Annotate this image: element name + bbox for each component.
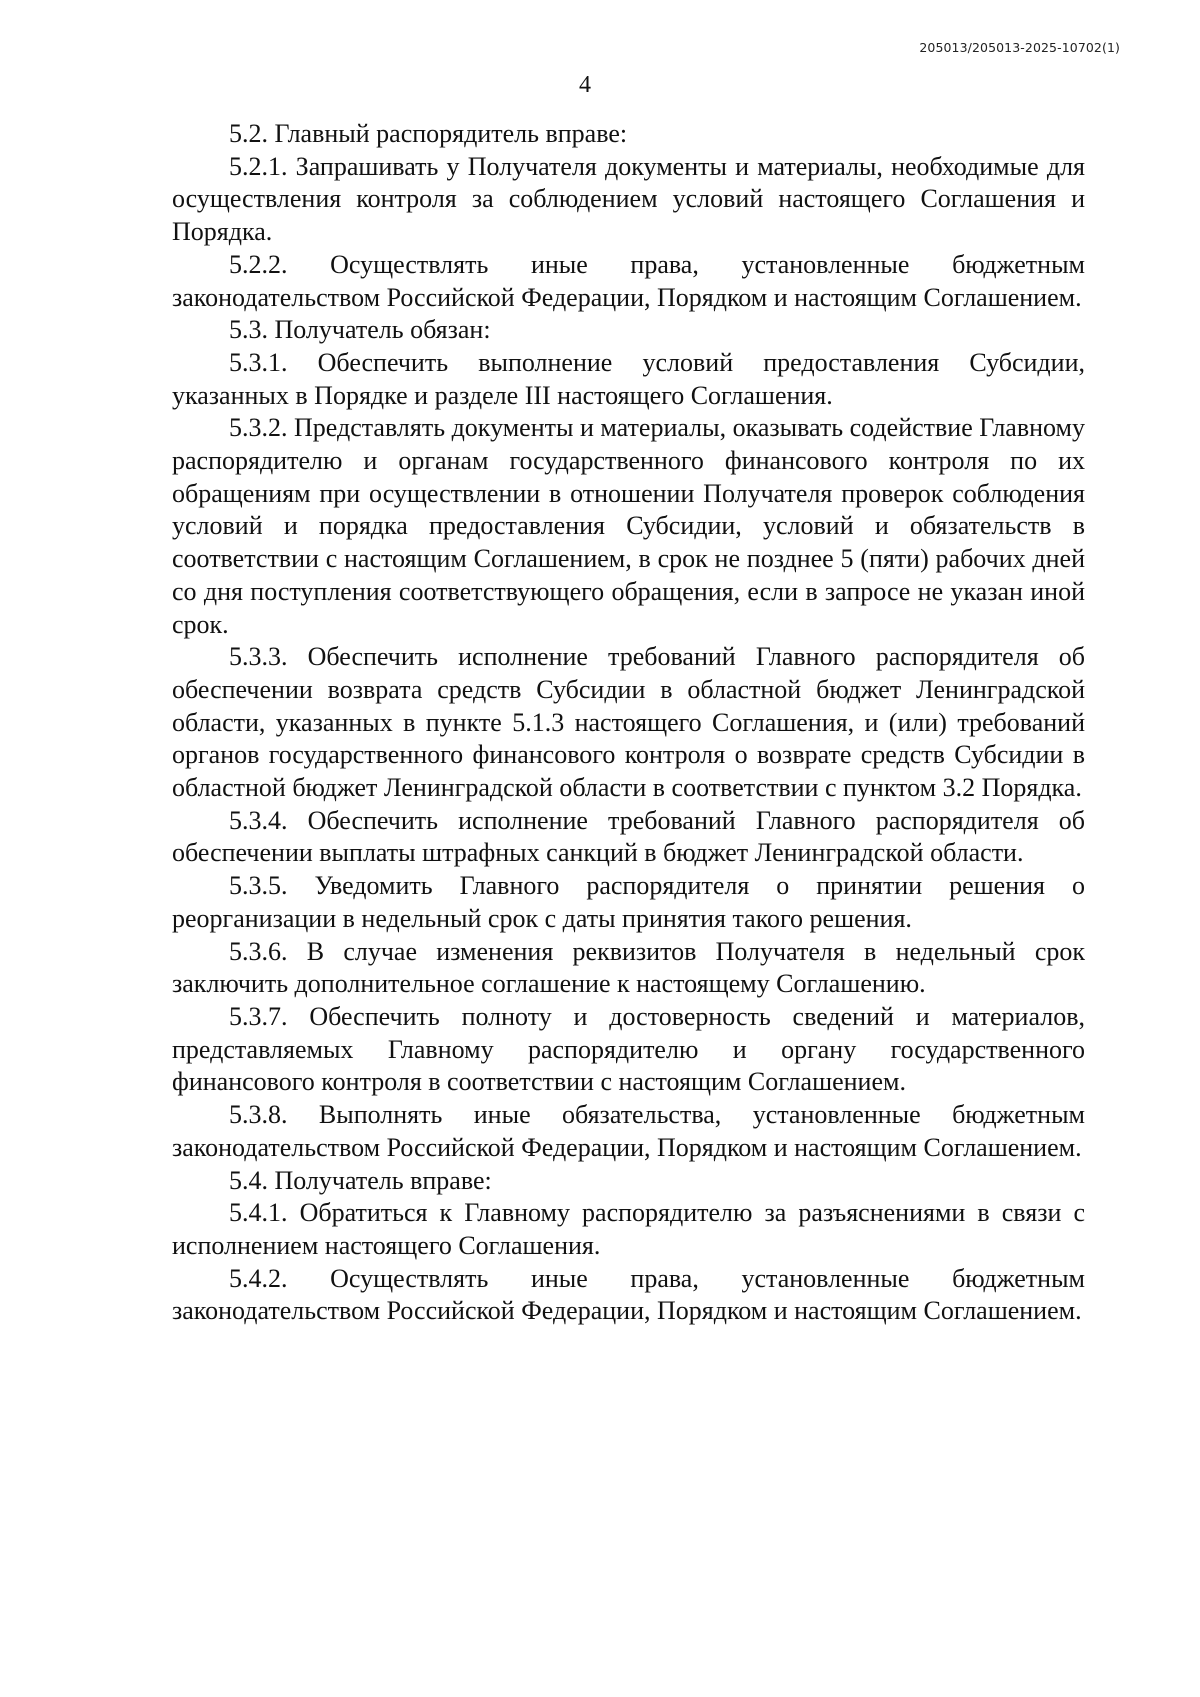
paragraph-5-2: 5.2. Главный распорядитель вправе: — [229, 119, 628, 148]
paragraph-5-3-8: 5.3.8. Выполнять иные обязательства, установленные бюджетным законодательством Российской Федерации, Порядком и настоящим Соглашением. — [172, 1100, 1085, 1162]
document-id: 205013/205013-2025-10702(1) — [919, 40, 1120, 55]
paragraph-5-4-1: 5.4.1. Обратиться к Главному распорядителю за разъяснениями в связи с исполнением настоящего Соглашения. — [172, 1198, 1085, 1260]
paragraph-5-3-2: 5.3.2. Представлять документы и материалы, оказывать содействие Главному распорядителю и органам государственного финансового контроля по их обращениям при осуществлении в отношении Получателя проверок соблюдения условий и порядка предоставления Субсидии, условий и обязательств в соответствии с настоящим Соглашением, в срок не позднее 5 (пяти) рабочих дней со дня поступления соответствующего обращения, если в запросе не указан иной срок. — [172, 413, 1085, 639]
page-number: 4 — [579, 72, 591, 98]
paragraph-5-2-2: 5.2.2. Осуществлять иные права, установленные бюджетным законодательством Российской Федерации, Порядком и настоящим Соглашением. — [172, 249, 1085, 312]
paragraph-5-3-1: 5.3.1. Обеспечить выполнение условий предоставления Субсидии, указанных в Порядке и разделе III настоящего Соглашения. — [172, 347, 1085, 410]
paragraph-5-3-4: 5.3.4. Обеспечить исполнение требований Главного распорядителя об обеспечении выплаты штрафных санкций в бюджет Ленинградской области. — [172, 805, 1085, 868]
paragraph-5-4-2: 5.4.2. Осуществлять иные права, установленные бюджетным законодательством Российской Федерации, Порядком и настоящим Соглашением. — [172, 1263, 1085, 1326]
paragraph-5-3-6: 5.3.6. В случае изменения реквизитов Получателя в недельный срок заключить дополнительное соглашение к настоящему Соглашению. — [172, 936, 1085, 999]
paragraph-5-4: 5.4. Получатель вправе: — [229, 1165, 492, 1195]
document-body — [172, 118, 1085, 1328]
paragraph-5-3-3: 5.3.3. Обеспечить исполнение требований Главного распорядителя об обеспечении возврата средств Субсидии в областной бюджет Ленинградской области, указанных в пункте 5.1.3 настоящего Соглашения, и (или) требований органов государственного финансового контроля о возврате средств Субсидии в областной бюджет Ленинградской области в соответствии с пунктом 3.2 Порядка. — [172, 642, 1085, 803]
paragraph-5-3: 5.3. Получатель обязан: — [229, 315, 491, 345]
paragraph-5-3-7: 5.3.7. Обеспечить полноту и достоверность сведений и материалов, представляемых Главному распорядителю и органу государственного финансового контроля в соответствии с настоящим Соглашением. — [172, 1001, 1085, 1097]
paragraph-5-3-5: 5.3.5. Уведомить Главного распорядителя о принятии решения о реорганизации в недельный срок с даты принятия такого решения. — [172, 871, 1085, 933]
paragraph-5-2-1: 5.2.1. Запрашивать у Получателя документы и материалы, необходимые для осуществления контроля за соблюдением условий настоящего Соглашения и Порядка. — [172, 151, 1085, 247]
